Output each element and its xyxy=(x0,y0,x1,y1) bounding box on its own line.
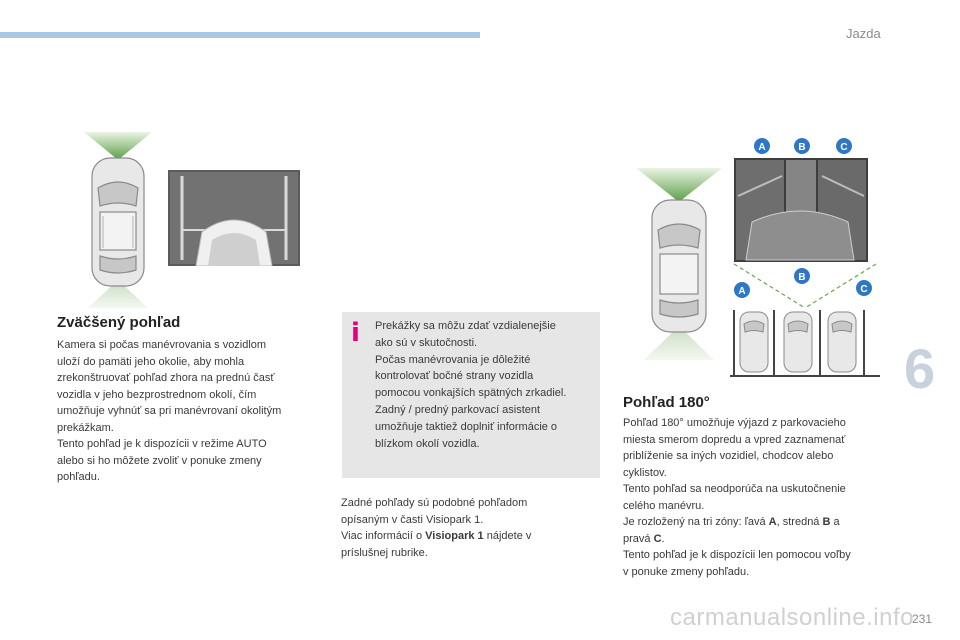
text-line xyxy=(623,531,893,548)
text-line: zrekonštruovať pohľad zhora na prednú časť xyxy=(57,372,275,384)
text-line: Prekážky sa môžu zdať vzdialenejšie xyxy=(375,320,556,332)
zone-label-a-icon xyxy=(734,282,750,298)
text-line: blízkom okolí vozidla. xyxy=(375,437,480,450)
text-line: kontrolovať bočné strany vozidla xyxy=(375,370,534,383)
text-line: cyklistov. xyxy=(623,466,667,479)
text-span: nájdete v xyxy=(483,530,532,542)
text-line: vozidla v jeho bezprostrednom okolí, čím xyxy=(57,388,257,401)
zone-label-a-icon xyxy=(754,138,770,154)
page-number: 231 xyxy=(912,612,933,626)
text-line: Počas manévrovania je dôležité xyxy=(375,353,531,366)
text-line: Zadný / predný parkovací asistent xyxy=(375,403,541,416)
zone-label-a: A xyxy=(738,286,746,297)
text-line: umožňuje vyhnúť sa pri manévrovaní okolitým xyxy=(57,405,282,417)
zoom-view-title: Zväčšený pohľad xyxy=(57,314,181,331)
rear-view-note xyxy=(341,495,601,561)
zone-label-b: B xyxy=(798,272,806,283)
camera-cone xyxy=(84,132,152,160)
text-line: celého manévru. xyxy=(623,499,705,512)
section-title: Jazda xyxy=(846,26,881,41)
zone-label-c: C xyxy=(840,142,848,153)
car-top-icon xyxy=(652,200,706,332)
parked-cars xyxy=(740,312,856,372)
text-line: umožňuje taktiež doplniť informácie o xyxy=(375,420,558,433)
text-line: uloží do pamäti jeho okolie, aby mohla xyxy=(57,355,245,368)
text-line: miesta smerom dopredu a vpred zaznamenať xyxy=(623,433,846,446)
text-line: Kamera si počas manévrovania s vozidlom xyxy=(57,339,267,351)
text-line: príslušnej rubrike. xyxy=(341,546,428,559)
info-box-text xyxy=(375,318,595,452)
text-line xyxy=(341,528,601,545)
zone-label-b-icon xyxy=(794,138,810,154)
text-line: Tento pohľad je k dispozícii len pomocou voľby xyxy=(623,549,851,561)
text-span: pravá xyxy=(623,532,654,545)
zone-label-b: B xyxy=(798,142,806,153)
text-line: prekážkam. xyxy=(57,421,114,434)
view-180-screen xyxy=(732,136,872,266)
zone-label-c: C xyxy=(860,284,868,295)
zone-b-ref: B xyxy=(822,516,831,528)
text-line: pomocou vonkajších spätných zrkadiel. xyxy=(375,387,567,400)
text-span: Viac informácií o xyxy=(341,530,426,542)
info-icon: i xyxy=(351,318,360,348)
zoom-view-screen xyxy=(168,170,300,266)
text-span: Je rozložený na tri zóny: ľavá xyxy=(623,516,769,528)
zone-a-ref: A xyxy=(768,516,777,528)
text-span: . xyxy=(661,532,665,545)
text-line: Pohľad 180° umožňuje výjazd z parkovacieho xyxy=(623,417,846,429)
watermark: carmanualsonline.info xyxy=(670,604,914,631)
zoom-view-description xyxy=(57,337,327,486)
zone-c-ref: C xyxy=(653,532,662,545)
text-line xyxy=(623,514,893,531)
visiopark-link-text: Visiopark 1 xyxy=(425,530,484,542)
header-accent-bar xyxy=(0,32,480,38)
car-top-icon xyxy=(92,158,144,286)
text-line: opísaným v časti Visiopark 1. xyxy=(341,513,484,526)
zone-label-c-icon xyxy=(836,138,852,154)
text-line: Tento pohľad je k dispozícii v režime AUTO xyxy=(57,438,267,450)
text-line: ako sú v skutočnosti. xyxy=(375,336,478,349)
camera-cone xyxy=(636,168,722,202)
car-front-camera-illustration xyxy=(78,130,158,310)
text-line: Zadné pohľady sú podobné pohľadom xyxy=(341,497,528,509)
text-span: a xyxy=(830,516,840,528)
chapter-number: 6 xyxy=(904,337,936,400)
view-180-title: Pohľad 180° xyxy=(623,394,710,411)
zone-label-a: A xyxy=(758,142,766,153)
text-span: , stredná xyxy=(776,516,823,528)
text-line: priblíženie sa iných vozidiel, chodcov alebo xyxy=(623,450,834,462)
car-180-camera-illustration xyxy=(632,166,726,362)
text-line: alebo si ho môžete zvoliť v ponuke zmeny xyxy=(57,454,262,467)
view-180-description xyxy=(623,415,893,580)
text-line: Tento pohľad sa neodporúča na uskutočnenie xyxy=(623,483,846,495)
zone-label-b-icon xyxy=(794,268,810,284)
zone-label-c-icon xyxy=(856,280,872,296)
zone-diagram xyxy=(730,262,880,382)
text-line: pohľadu. xyxy=(57,471,100,483)
text-line: v ponuke zmeny pohľadu. xyxy=(623,565,750,578)
